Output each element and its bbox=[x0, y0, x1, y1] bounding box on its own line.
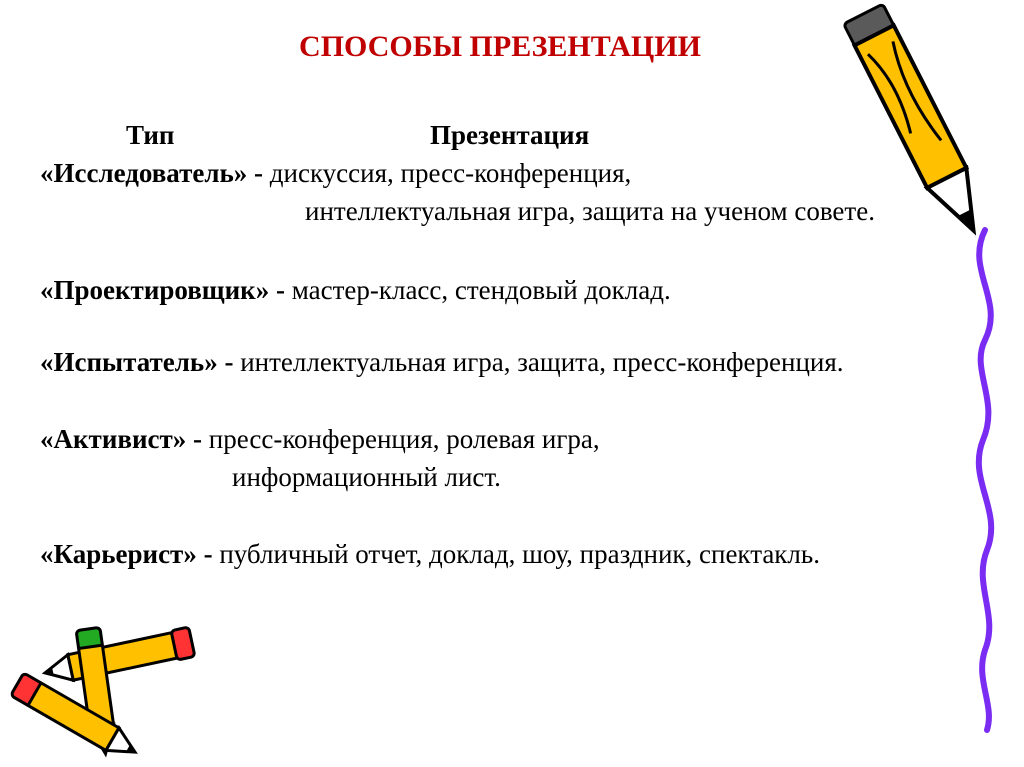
row-presentation: мастер-класс, стендовый доклад. bbox=[291, 275, 671, 305]
row-type: «Карьерист» - bbox=[40, 539, 213, 569]
row-designer bbox=[40, 273, 671, 307]
row-presentation: пресс-конференция, ролевая игра, bbox=[208, 424, 600, 454]
row-presentation-continued: интеллектуальная игра, защита на ученом совете. bbox=[305, 196, 875, 226]
row-tester bbox=[40, 345, 844, 379]
row-presentation-continued: информационный лист. bbox=[232, 462, 501, 492]
row-type: «Активист» - bbox=[40, 424, 202, 454]
row-presentation: интеллектуальная игра, защита, пресс-конференция. bbox=[240, 347, 844, 377]
row-type: «Исследователь» - bbox=[40, 158, 264, 188]
header-type-label: Тип bbox=[126, 120, 175, 150]
row-careerist bbox=[40, 537, 820, 571]
squiggle-line-icon bbox=[955, 230, 1015, 730]
row-presentation: публичный отчет, доклад, шоу, праздник, спектакль. bbox=[219, 539, 820, 569]
row-type: «Испытатель» - bbox=[40, 347, 234, 377]
row-type: «Проектировщик» - bbox=[40, 275, 285, 305]
row-researcher bbox=[40, 156, 631, 190]
slide-title: СПОСОБЫ ПРЕЗЕНТАЦИИ bbox=[299, 30, 701, 63]
row-presentation: дискуссия, пресс-конференция, bbox=[269, 158, 632, 188]
header-presentation-label: Презентация bbox=[430, 120, 590, 150]
row-activist bbox=[40, 422, 600, 456]
pencil-large-icon bbox=[855, 0, 1005, 245]
pencil-group-icon bbox=[0, 620, 210, 760]
